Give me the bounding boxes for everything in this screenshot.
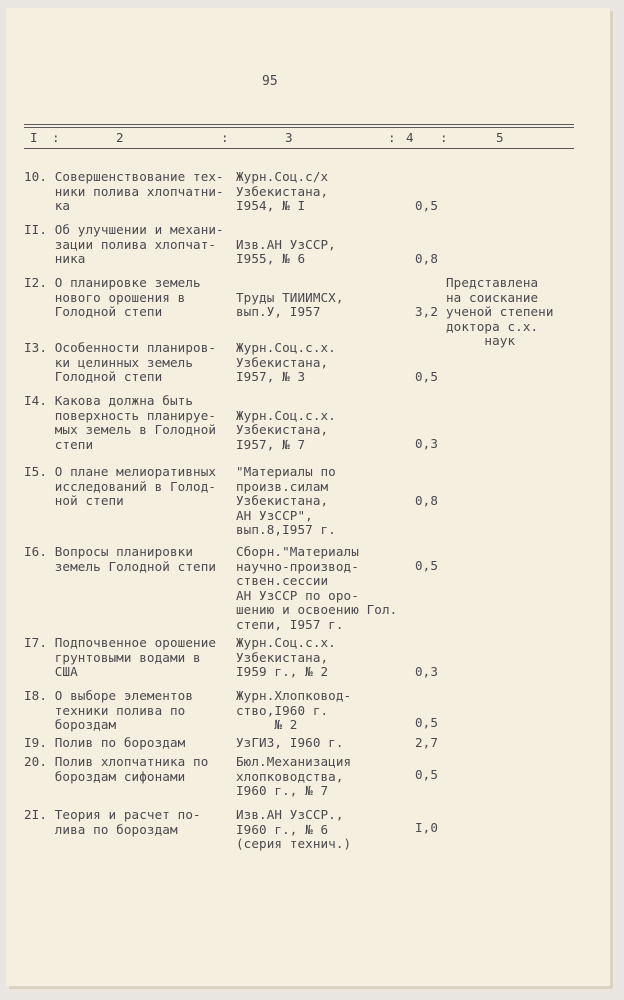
column-separator: : (221, 130, 229, 145)
printed-sheets: 0,3 (414, 664, 438, 679)
publication-title: 2I. Теория и расчет по- лива по бороздам (24, 807, 201, 837)
column-header-5: 5 (496, 130, 504, 145)
publication-source: Труды ТИИИМСХ, вып.У, I957 (236, 289, 344, 320)
column-header-1: I (30, 130, 38, 145)
publication-source: Сборн."Материалы научно-производ- ствен.сессии АН УзССР по оро- шению и освоению Гол. степи, I957 г. (236, 544, 398, 632)
publication-source: УзГИЗ, I960 г. (236, 735, 344, 750)
publication-title: I9. Полив по бороздам (24, 735, 186, 750)
column-header-2: 2 (116, 130, 124, 145)
printed-sheets: 2,7 (414, 735, 438, 750)
printed-sheets: 0,5 (414, 198, 438, 213)
publication-source: Изв.АН УзССР, I955, № 6 (236, 236, 336, 267)
publication-title: I6. Вопросы планировки земель Голодной степи (24, 544, 217, 574)
dissertation-note: Представлена на соискание ученой степени доктора с.х. наук (446, 275, 554, 349)
printed-sheets: 3,2 (414, 304, 438, 319)
publication-source: Журн.Хлопковод- ство,I960 г. № 2 (236, 688, 352, 733)
table-top-rule-double (24, 127, 574, 128)
column-separator: : (52, 130, 60, 145)
publication-source: Журн.Соц.с.х. Узбекистана, I959 г., № 2 (236, 635, 336, 680)
column-separator: : (388, 130, 396, 145)
printed-sheets: I,0 (414, 820, 438, 835)
column-header-4: 4 (406, 130, 414, 145)
publication-title: I3. Особенности планиров- ки целинных земель Голодной степи (24, 340, 217, 385)
publication-title: I8. О выборе элементов техники полива по бороздам (24, 688, 194, 733)
printed-sheets: 0,8 (414, 251, 438, 266)
printed-sheets: 0,8 (414, 493, 438, 508)
publication-title: I5. О плане мелиоративных исследований в Голод- ной степи (24, 464, 217, 509)
printed-sheets: 0,5 (414, 369, 438, 384)
column-separator: : (440, 130, 448, 145)
publication-source: Журн.Соц.с.х. Узбекистана, I957, № 7 (236, 407, 336, 452)
publication-source: Журн.Соц.с/х Узбекистана, I954, № I (236, 169, 329, 214)
table-header-rule (24, 148, 574, 149)
column-header-3: 3 (285, 130, 293, 145)
publication-source: Бюл.Механизация хлопководства, I960 г., № 7 (236, 754, 352, 799)
publication-source: "Материалы по произв.силам Узбекистана, АН УзССР", вып.8,I957 г. (236, 464, 336, 538)
printed-sheets: 0,5 (414, 715, 438, 730)
table-top-rule (24, 124, 574, 125)
publication-title: I7. Подпочвенное орошение грунтовыми водами в США (24, 635, 217, 680)
page-number: 95 (262, 74, 278, 89)
publication-source: Изв.АН УзССР., I960 г., № 6 (серия технич.) (236, 807, 352, 852)
printed-sheets: 0,5 (414, 767, 438, 782)
printed-sheets: 0,3 (414, 436, 438, 451)
publication-title: I2. О планировке земель нового орошения в Голодной степи (24, 275, 201, 320)
publication-source: Журн.Соц.с.х. Узбекистана, I957, № 3 (236, 340, 336, 385)
publication-title: II. Об улучшении и механи- зации полива хлопчат- ника (24, 222, 224, 267)
publication-title: I4. Какова должна быть поверхность планируе- мых земель в Голодной степи (24, 393, 217, 452)
publication-title: 20. Полив хлопчатника по бороздам сифонами (24, 754, 209, 784)
printed-sheets: 0,5 (414, 558, 438, 573)
publication-title: 10. Совершенствование тех- ники полива хлопчатни- ка (24, 169, 224, 214)
